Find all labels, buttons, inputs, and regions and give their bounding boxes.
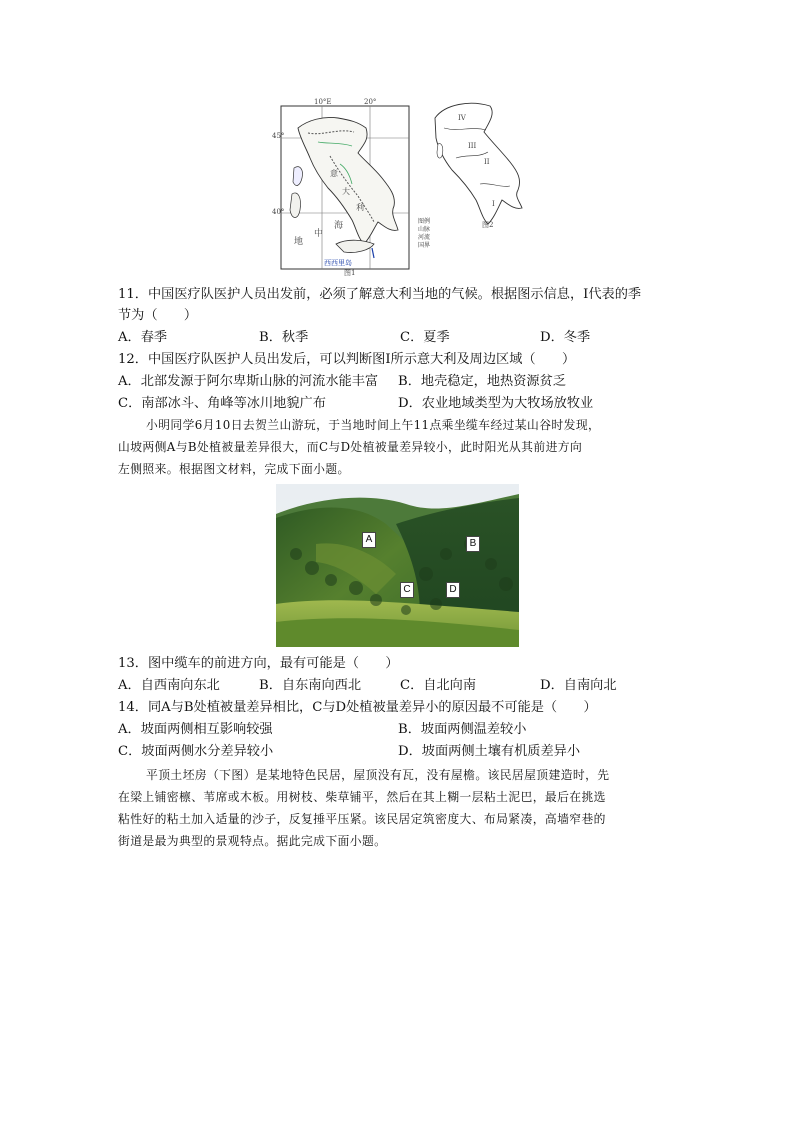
island-label: 西西里岛 [324,259,352,267]
option-14-b[interactable]: B．坡面两侧温差较小 [398,722,527,737]
map-legend [418,218,430,250]
region-label: I [492,200,495,208]
option-14-d[interactable]: D．坡面两侧土壤有机质差异小 [398,744,581,759]
option-14-a[interactable]: A．坡面两侧相互影响较强 [118,722,273,737]
passage-2-line4: 街道是最为典型的景观特点。据此完成下面小题。 [118,834,387,848]
land-label: 意 [330,169,338,178]
italy-map-figure [272,98,528,277]
lat-label: 40° [272,208,285,216]
passage-1-line1: 小明同学6月10日去贺兰山游玩，于当地时间上午11点乘坐缆车经过某山谷时发现， [146,418,601,432]
passage-1-line2: 山坡两侧A与B处植被量差异很大，而C与D处植被量差异较小，此时阳光从其前进方向 [118,440,583,454]
passage-1-line3: 左侧照来。根据图文材料，完成下面小题。 [118,462,350,476]
option-12-d[interactable]: D．农业地域类型为大牧场放牧业 [398,396,594,411]
question-11-line2: 节为（ ） [118,308,198,323]
figure-caption: 图2 [482,221,494,229]
figure-caption: 图1 [344,269,356,277]
passage-2-line2: 在梁上铺密檩、苇席或木板。用树枝、柴草铺平，然后在其上糊一层粘土泥巴，最后在挑选 [118,790,606,804]
sea-label: 中 [314,229,324,239]
photo-label-b: B [466,536,480,552]
land-label: 大 [342,187,350,196]
question-14-stem: 14．同A与B处植被量差异相比，C与D处植被量差异小的原因最不可能是（ ） [118,700,597,715]
option-11-d[interactable]: D．冬季 [540,330,591,345]
option-11-b[interactable]: B．秋季 [259,330,309,345]
photo-label-c: C [400,582,414,598]
sea-label: 地 [294,237,304,247]
passage-2-line3: 粘性好的粘土加入适量的沙子，反复捶平压紧。该民居定筑密度大、布局紧凑，高墙窄巷的 [118,812,606,826]
option-12-a[interactable]: A．北部发源于阿尔卑斯山脉的河流水能丰富 [118,374,379,389]
option-11-a[interactable]: A．春季 [118,330,168,345]
passage-2-line1: 平顶土坯房（下图）是某地特色民居，屋顶没有瓦，没有屋檐。该民居屋顶建造时，先 [146,768,610,782]
lon-label: 10°E [314,98,332,106]
sea-label: 海 [334,221,344,231]
option-12-b[interactable]: B．地壳稳定，地热资源贫乏 [398,374,566,389]
option-13-a[interactable]: A．自西南向东北 [118,678,220,693]
option-13-d[interactable]: D．自南向北 [540,678,617,693]
option-12-c[interactable]: C．南部冰斗、角峰等冰川地貌广布 [118,396,326,411]
photo-label-d: D [446,582,460,598]
option-11-c[interactable]: C．夏季 [400,330,450,345]
region-label: IV [458,114,466,122]
region-label: II [484,158,490,166]
legend-item: 国界 [418,242,431,249]
question-13-stem: 13．图中缆车的前进方向，最有可能是（ ） [118,656,399,671]
legend-item: 山脉 [418,226,431,233]
legend-item: 河流 [418,234,431,241]
question-12-stem: 12．中国医疗队医护人员出发后，可以判断图I所示意大利及周边区域（ ） [118,352,576,367]
land-label: 利 [356,203,364,212]
valley-illustration [276,484,519,647]
legend-title: 图例 [418,218,431,225]
lat-label: 45° [272,132,285,140]
option-14-c[interactable]: C．坡面两侧水分差异较小 [118,744,274,759]
question-11-line1: 11．中国医疗队医护人员出发前，必须了解意大利当地的气候。根据图示信息，I代表的季 [118,287,642,302]
option-13-c[interactable]: C．自北向南 [400,678,477,693]
italy-map-fig1 [278,98,423,276]
italy-map-fig2 [430,98,525,238]
region-label: III [468,142,477,150]
option-13-b[interactable]: B．自东南向西北 [259,678,362,693]
mountain-valley-photo [276,484,519,647]
lon-label: 20° [364,98,377,106]
photo-label-a: A [362,532,376,548]
